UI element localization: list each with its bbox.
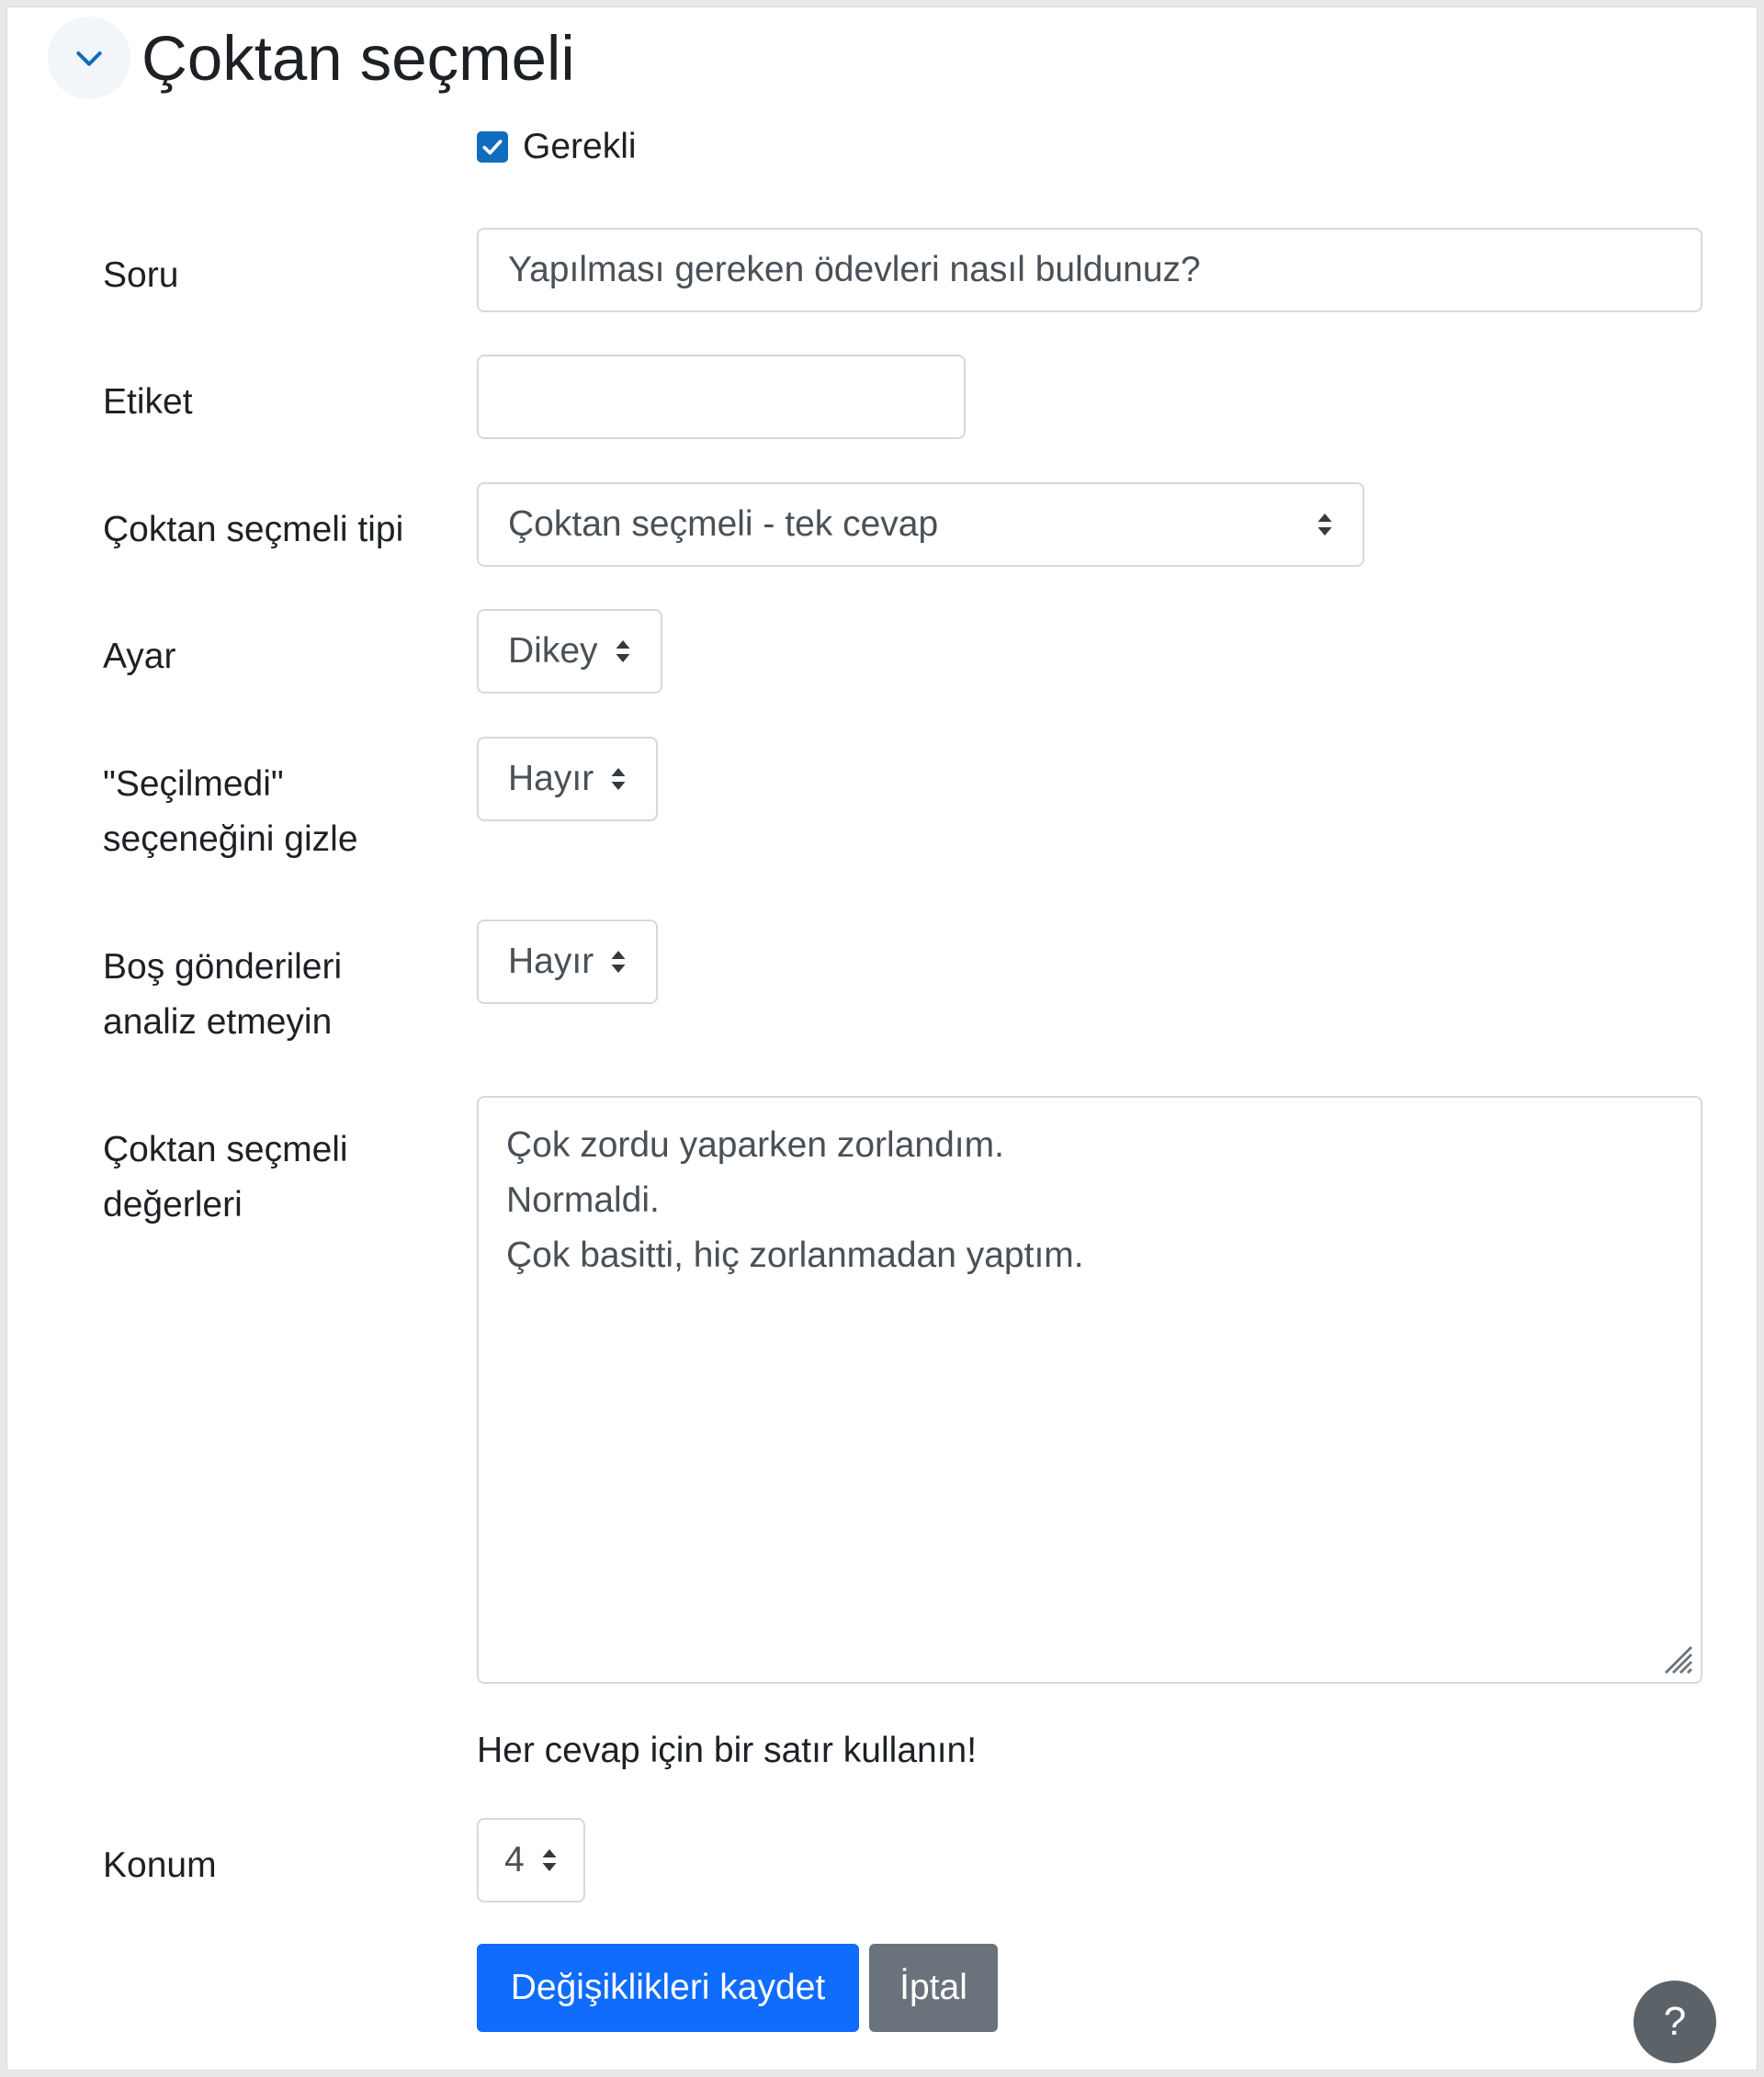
hide-not-selected-select[interactable] xyxy=(477,737,658,821)
layout-label: Ayar xyxy=(103,637,176,676)
choice-values-label: Çoktan seçmeli değerleri xyxy=(103,1130,348,1225)
required-label: Gerekli xyxy=(523,127,637,166)
select-arrows-icon xyxy=(1317,511,1333,538)
chevron-down-icon xyxy=(71,40,107,76)
select-arrows-icon xyxy=(610,948,627,976)
question-input[interactable] xyxy=(477,228,1702,312)
position-value: 4 xyxy=(504,1840,525,1879)
select-arrows-icon xyxy=(610,765,627,793)
choice-value-line: Normaldi. xyxy=(506,1180,660,1220)
required-checkbox[interactable] xyxy=(477,131,508,163)
position-select[interactable] xyxy=(477,1818,585,1902)
collapse-toggle-button[interactable] xyxy=(48,17,130,99)
select-arrows-icon xyxy=(541,1846,558,1874)
choice-values-hint: Her cevap için bir satır kullanın! xyxy=(477,1731,978,1770)
question-value: Yapılması gereken ödevleri nasıl buldunuz? xyxy=(508,250,1201,289)
choice-value-line: Çok zordu yaparken zorlandım. xyxy=(506,1125,1004,1165)
required-checkbox-row[interactable] xyxy=(477,127,637,167)
choice-values-textarea[interactable] xyxy=(477,1096,1702,1684)
layout-value: Dikey xyxy=(508,631,598,671)
choice-type-select[interactable] xyxy=(477,482,1364,567)
section-header xyxy=(48,17,575,99)
resize-grip-icon[interactable] xyxy=(1657,1638,1693,1675)
save-changes-button[interactable]: Değişiklikleri kaydet xyxy=(477,1944,859,2032)
choice-value-line: Çok basitti, hiç zorlanmadan yaptım. xyxy=(506,1236,1084,1275)
ignore-empty-select[interactable] xyxy=(477,920,658,1004)
choice-type-value: Çoktan seçmeli - tek cevap xyxy=(508,504,939,544)
choice-type-label: Çoktan seçmeli tipi xyxy=(103,510,404,549)
tag-label: Etiket xyxy=(103,382,193,422)
cancel-button[interactable]: İptal xyxy=(869,1944,998,2032)
ignore-empty-value: Hayır xyxy=(508,942,594,981)
checkmark-icon xyxy=(481,135,504,159)
help-button[interactable]: ? xyxy=(1634,1981,1716,2063)
tag-input[interactable] xyxy=(477,355,966,439)
section-title: Çoktan seçmeli xyxy=(141,22,575,94)
hide-not-selected-value: Hayır xyxy=(508,759,594,798)
layout-select[interactable] xyxy=(477,609,662,694)
position-label: Konum xyxy=(103,1846,217,1885)
ignore-empty-label: Boş gönderileri analiz etmeyin xyxy=(103,947,343,1042)
select-arrows-icon xyxy=(615,638,631,665)
hide-not-selected-label: "Seçilmedi" seçeneğini gizle xyxy=(103,764,358,859)
question-label: Soru xyxy=(103,255,179,295)
form-panel xyxy=(6,6,1758,2071)
